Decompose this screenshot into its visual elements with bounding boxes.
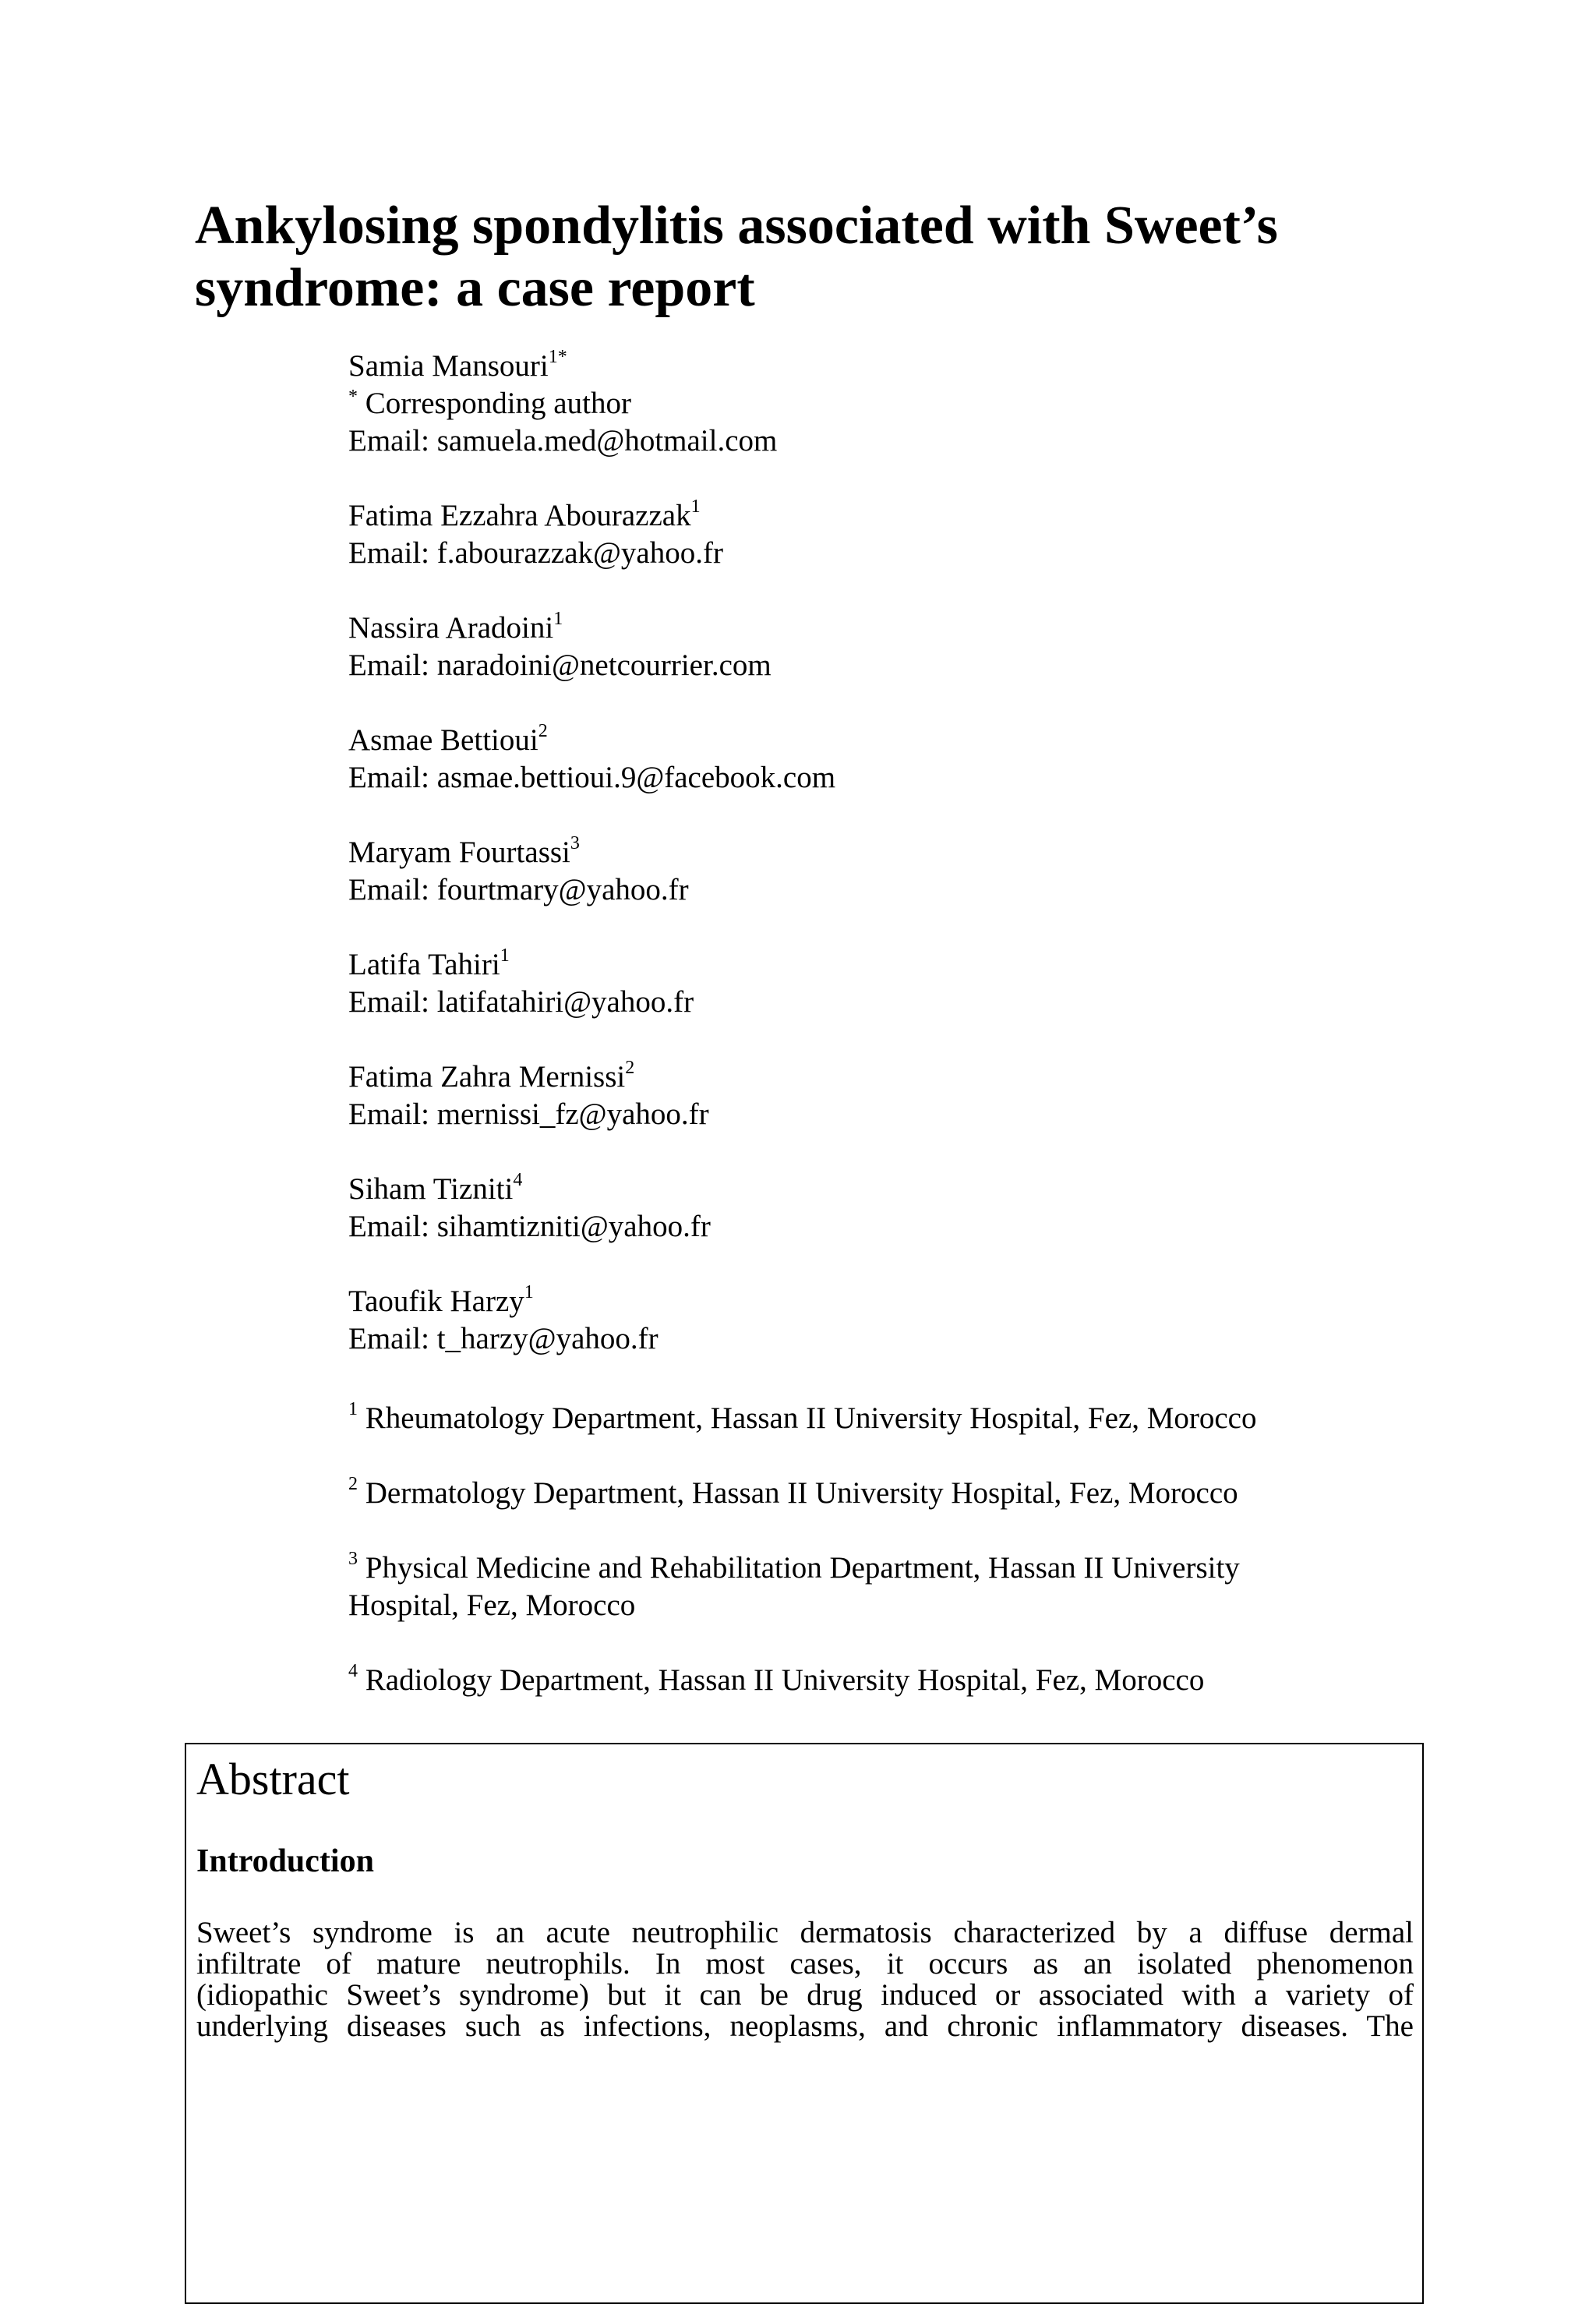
author-name-line — [348, 946, 1517, 984]
author-entry — [348, 1058, 1517, 1133]
affiliation-number: 1 — [348, 1399, 358, 1419]
author-entry — [348, 834, 1517, 909]
author-entry — [348, 1283, 1517, 1358]
author-email: Email: asmae.bettioui.9@facebook.com — [348, 761, 836, 794]
author-affiliation-mark: 1 — [690, 496, 701, 517]
abstract-line: infiltrate of mature neutrophils. In most cases, it occurs as an isolated phenomenon — [196, 1947, 1414, 1981]
corresponding-text: Corresponding author — [358, 387, 631, 420]
author-entry — [348, 497, 1517, 572]
author-name-line — [348, 348, 1517, 385]
author-affiliation-mark: 4 — [513, 1170, 523, 1190]
affiliation-text: Dermatology Department, Hassan II University Hospital, Fez, Morocco — [358, 1476, 1238, 1510]
paper-title — [195, 195, 1442, 320]
author-email: Email: f.abourazzak@yahoo.fr — [348, 536, 723, 570]
affiliation-list — [348, 1400, 1455, 1737]
affiliation-text-continued: Hospital, Fez, Morocco — [348, 1588, 636, 1622]
author-email: Email: fourtmary@yahoo.fr — [348, 873, 689, 906]
author-name-line — [348, 1171, 1517, 1208]
affiliation-entry — [348, 1550, 1455, 1624]
abstract-line: (idiopathic Sweet’s syndrome) but it can be drug induced or associated with a variety of — [196, 1978, 1414, 2012]
author-list — [348, 348, 1517, 1395]
author-name-line — [348, 834, 1517, 871]
introduction-heading: Introduction — [196, 1843, 374, 1879]
author-entry — [348, 722, 1517, 797]
author-affiliation-mark: 3 — [570, 833, 580, 853]
title-line-2: syndrome: a case report — [195, 258, 755, 318]
author-name: Siham Tizniti — [348, 1172, 514, 1206]
author-name: Fatima Zahra Mernissi — [348, 1060, 626, 1094]
affiliation-text: Rheumatology Department, Hassan II University Hospital, Fez, Morocco — [358, 1401, 1257, 1435]
affiliation-number: 4 — [348, 1661, 358, 1681]
author-email: Email: sihamtizniti@yahoo.fr — [348, 1210, 711, 1243]
author-email: Email: latifatahiri@yahoo.fr — [348, 985, 694, 1019]
affiliation-text: Radiology Department, Hassan II University Hospital, Fez, Morocco — [358, 1663, 1205, 1697]
title-line-1: Ankylosing spondylitis associated with Sweet’s — [195, 196, 1278, 256]
author-name: Samia Mansouri — [348, 349, 549, 383]
author-email: Email: samuela.med@hotmail.com — [348, 424, 778, 458]
author-entry — [348, 610, 1517, 684]
author-name-line — [348, 722, 1517, 759]
author-entry — [348, 946, 1517, 1021]
abstract-line: Sweet’s syndrome is an acute neutrophilic dermatosis characterized by a diffuse dermal — [196, 1916, 1414, 1949]
author-entry — [348, 1171, 1517, 1246]
author-name: Latifa Tahiri — [348, 948, 500, 981]
author-affiliation-mark: 1 — [524, 1282, 534, 1302]
author-name-line — [348, 1283, 1517, 1320]
author-name: Asmae Bettioui — [348, 723, 538, 757]
author-name-line — [348, 610, 1517, 647]
corresponding-mark: * — [348, 387, 358, 407]
corresponding-note — [348, 385, 1517, 422]
author-name: Maryam Fourtassi — [348, 836, 570, 869]
affiliation-entry — [348, 1400, 1455, 1437]
affiliation-number: 2 — [348, 1474, 358, 1494]
affiliation-text: Physical Medicine and Rehabilitation Department, Hassan II University — [358, 1551, 1240, 1585]
abstract-heading: Abstract — [196, 1754, 350, 1804]
author-affiliation-mark: 2 — [625, 1058, 635, 1078]
author-affiliation-mark: 1 — [553, 609, 563, 629]
author-email: Email: t_harzy@yahoo.fr — [348, 1322, 659, 1355]
author-email: Email: naradoini@netcourrier.com — [348, 648, 772, 682]
author-name: Nassira Aradoini — [348, 611, 554, 645]
author-name-line — [348, 497, 1517, 535]
author-name-line — [348, 1058, 1517, 1096]
abstract-line: underlying diseases such as infections, neoplasms, and chronic inflammatory diseases. The — [196, 2009, 1414, 2043]
author-affiliation-mark: 2 — [538, 721, 548, 741]
abstract-box — [185, 1743, 1424, 2304]
affiliation-entry — [348, 1662, 1455, 1699]
affiliation-entry — [348, 1475, 1455, 1512]
abstract-paragraph — [196, 1917, 1414, 2042]
author-name: Fatima Ezzahra Abourazzak — [348, 499, 691, 532]
author-entry — [348, 348, 1517, 460]
author-affiliation-mark: 1 — [500, 945, 510, 966]
author-name: Taoufik Harzy — [348, 1285, 524, 1318]
author-email: Email: mernissi_fz@yahoo.fr — [348, 1097, 709, 1131]
affiliation-number: 3 — [348, 1549, 358, 1569]
author-affiliation-mark: 1* — [548, 347, 567, 367]
